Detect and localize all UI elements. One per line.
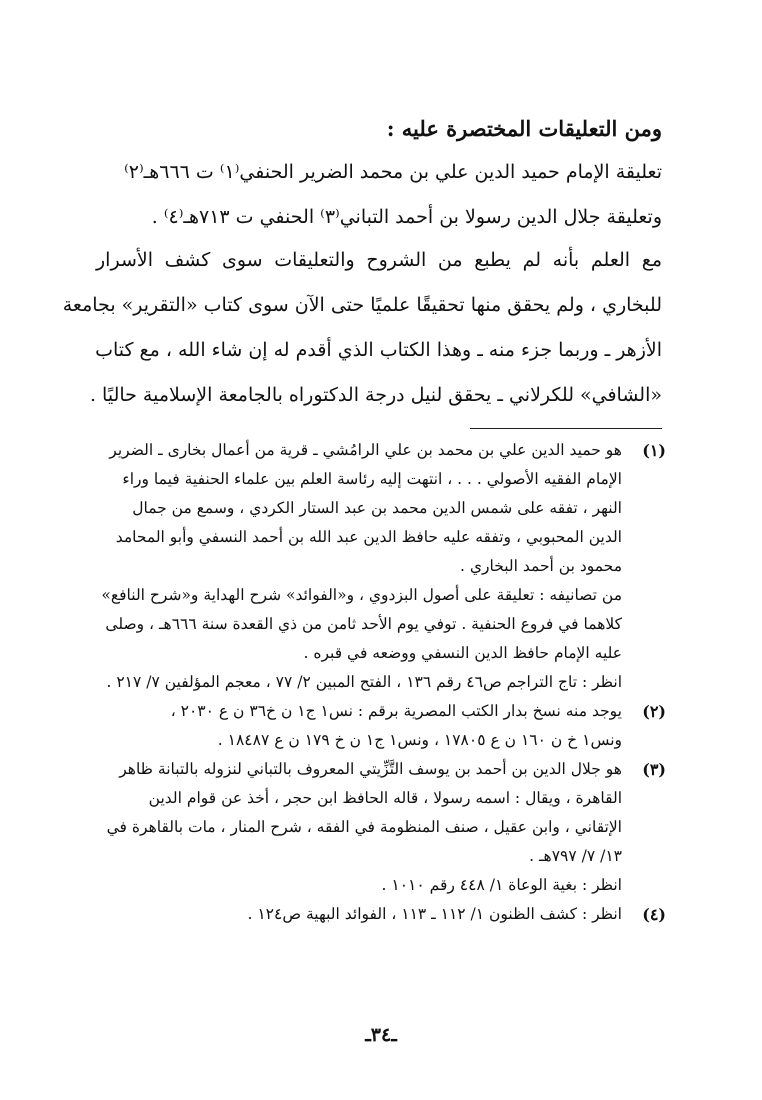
footnote-1 bbox=[96, 436, 666, 697]
section-heading: ومن التعليقات المختصرة عليه : bbox=[386, 116, 662, 141]
footnote-line: ونس١ خ ن ١٦٠ ن ع ١٧٨٠٥ ، ونس١ ج١ ن خ ١٧٩ ن ع ١٨٤٨٧ . bbox=[217, 731, 622, 749]
footnote-number: (١) bbox=[642, 441, 666, 460]
footnote-line: من تصانيفه : تعليقة على أصول البزدوي ، و«الفوائد» شرح الهداية و«شرح النافع» bbox=[101, 586, 622, 604]
footnote-line: محمود بن أحمد البخاري . bbox=[460, 557, 622, 575]
footnote-line: النهر ، تفقه على شمس الدين محمد بن عبد الستار الكردي ، وسمع من جمال bbox=[132, 499, 622, 517]
footnote-number: (٢) bbox=[642, 702, 666, 721]
paragraph-line: تعليقة الإمام حميد الدين علي بن محمد الضرير الحنفي⁽١⁾ ت ٦٦٦هـ⁽٢⁾ bbox=[124, 161, 662, 183]
footnote-line: هو حميد الدين علي بن محمد بن علي الرامُشي ـ قرية من أعمال بخارى ـ الضرير bbox=[109, 441, 622, 459]
paragraph-commentaries bbox=[96, 150, 662, 240]
footnote-line: الدين المحبوبي ، وتفقه عليه حافظ الدين عبد الله بن أحمد النسفي وأبو المحامد bbox=[115, 528, 622, 546]
footnote-line: الإمام الفقيه الأصولي . . . ، انتهت إليه رئاسة العلم بين علماء الحنفية فيما وراء bbox=[122, 470, 622, 488]
footnote-4 bbox=[96, 900, 666, 929]
footnote-2 bbox=[96, 697, 666, 755]
paragraph-line: «الشافي» للكرلاني ـ يحقق لنيل درجة الدكتوراه بالجامعة الإسلامية حاليًا . bbox=[89, 384, 662, 406]
footnote-line: هو جلال الدين بن أحمد بن يوسف التَّزِّيتي المعروف بالتباني لنزوله بالتبانة ظاهر bbox=[119, 760, 622, 778]
footnote-number: (٤) bbox=[642, 905, 666, 924]
paragraph-line: للبخاري ، ولم يحقق منها تحقيقًا علميًا حتى الآن سوى كتاب «التقرير» بجامعة bbox=[62, 294, 662, 316]
footnote-line: يوجد منه نسخ بدار الكتب المصرية برقم : نس١ ج١ ن خ٣٦ ن ع ٢٠٣٠ ، bbox=[170, 702, 622, 720]
footnote-line: انظر : كشف الظنون ١/ ١١٢ ـ ١١٣ ، الفوائد البهية ص١٢٤ . bbox=[247, 905, 622, 923]
footnote-citation: انظر : تاج التراجم ص٤٦ رقم ١٣٦ ، الفتح المبين ٢/ ٧٧ ، معجم المؤلفين ٧/ ٢١٧ . bbox=[106, 673, 622, 691]
footnote-number: (٣) bbox=[642, 760, 666, 779]
paragraph-line: مع العلم بأنه لم يطبع من الشروح والتعليقات سوى كشف الأسرار bbox=[96, 249, 662, 271]
footnote-citation: انظر : بغية الوعاة ١/ ٤٤٨ رقم ١٠١٠ . bbox=[381, 876, 622, 894]
footnote-line: القاهرة ، ويقال : اسمه رسولا ، قاله الحافظ ابن حجر ، أخذ عن قوام الدين bbox=[148, 789, 622, 807]
footnote-separator bbox=[470, 428, 662, 429]
footnote-line: الإتقاني ، وابن عقيل ، صنف المنظومة في الفقه ، شرح المنار ، مات بالقاهرة في bbox=[106, 818, 622, 836]
footnote-line: كلاهما في فروع الحنفية . توفي يوم الأحد ثامن من ذي القعدة سنة ٦٦٦هـ ، وصلى bbox=[105, 615, 622, 633]
footnote-line: ١٣/ ٧/ ٧٩٧هـ . bbox=[529, 847, 622, 865]
paragraph-line: الأزهر ـ وربما جزء منه ـ وهذا الكتاب الذي أقدم له إن شاء الله ، مع كتاب bbox=[95, 339, 662, 361]
paragraph-line: وتعليقة جلال الدين رسولا بن أحمد التباني⁽٣⁾ الحنفي ت ٧١٣هـ⁽٤⁾ . bbox=[151, 206, 662, 228]
footnote-3 bbox=[96, 755, 666, 900]
paragraph-printed-status bbox=[62, 238, 662, 418]
footnotes bbox=[96, 436, 666, 929]
page-number: ـ٣٤ـ bbox=[365, 1024, 397, 1046]
footnote-line: عليه الإمام حافظ الدين النسفي ووضعه في قبره . bbox=[303, 644, 622, 662]
